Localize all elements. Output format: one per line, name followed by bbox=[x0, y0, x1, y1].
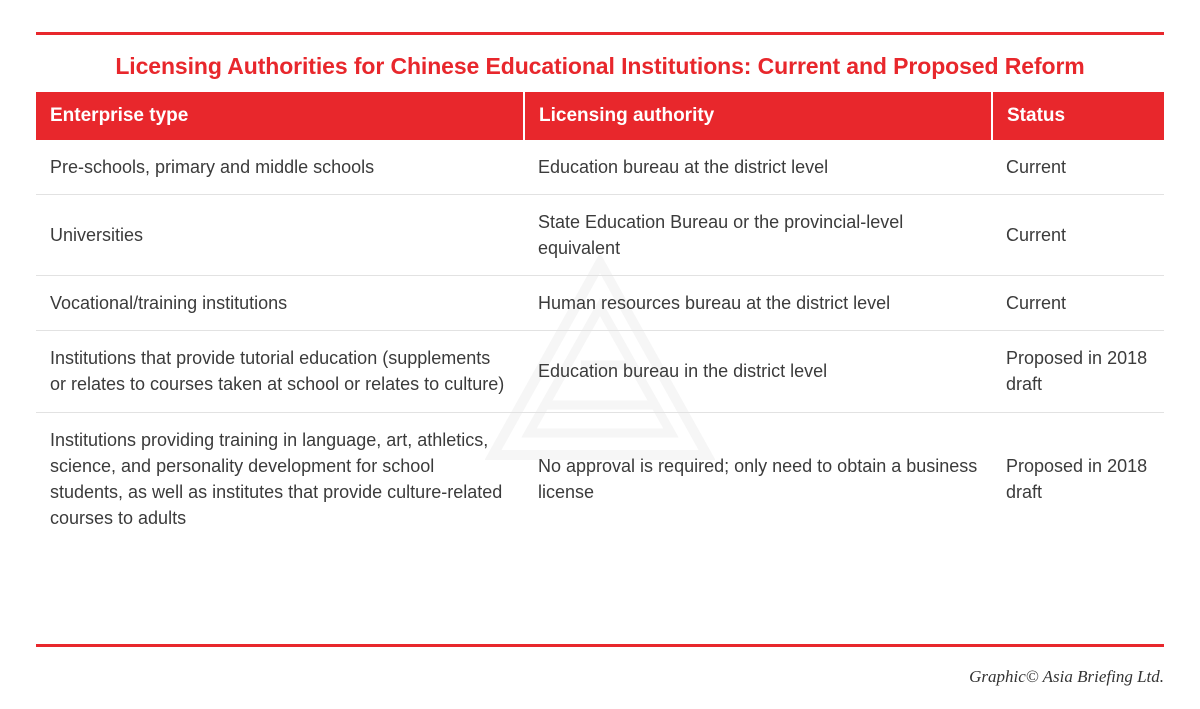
cell-licensing-authority: Education bureau at the district level bbox=[524, 140, 992, 195]
page-title: Licensing Authorities for Chinese Educational Institutions: Current and Proposed Reform bbox=[115, 53, 1085, 79]
cell-licensing-authority: Education bureau in the district level bbox=[524, 331, 992, 412]
top-accent-rule bbox=[36, 32, 1164, 35]
cell-enterprise-type: Pre-schools, primary and middle schools bbox=[36, 140, 524, 195]
column-header-enterprise-type: Enterprise type bbox=[36, 92, 524, 140]
column-header-status: Status bbox=[992, 92, 1164, 140]
cell-status: Current bbox=[992, 276, 1164, 331]
table-row bbox=[36, 412, 1164, 545]
table-row bbox=[36, 331, 1164, 412]
cell-status: Proposed in 2018 draft bbox=[1006, 455, 1148, 502]
column-header-licensing-authority: Licensing authority bbox=[524, 92, 992, 140]
table-body bbox=[36, 140, 1164, 545]
cell-licensing-authority: State Education Bureau or the provincial-level equivalent bbox=[524, 195, 992, 276]
table-row bbox=[36, 140, 1164, 195]
cell-enterprise-type: Universities bbox=[36, 195, 524, 276]
table-header-row bbox=[36, 92, 1164, 140]
licensing-authority-table bbox=[36, 92, 1164, 545]
table-header bbox=[36, 92, 1164, 140]
graphic-credit: Graphic© Asia Briefing Ltd. bbox=[969, 667, 1164, 686]
cell-licensing-authority: No approval is required; only need to obtain a business license bbox=[538, 455, 978, 502]
cell-status: Proposed in 2018 draft bbox=[992, 331, 1164, 412]
table-row bbox=[36, 276, 1164, 331]
cell-enterprise-type: Vocational/training institutions bbox=[36, 276, 524, 331]
table-row bbox=[36, 195, 1164, 276]
cell-licensing-authority: Human resources bureau at the district level bbox=[524, 276, 992, 331]
cell-enterprise-type: Institutions providing training in language, art, athletics, science, and personality development for school students, as well as institutes that provide culture-related courses to adults bbox=[50, 429, 503, 528]
cell-status: Current bbox=[992, 195, 1164, 276]
cell-status: Current bbox=[992, 140, 1164, 195]
cell-enterprise-type: Institutions that provide tutorial education (supplements or relates to courses taken at school or relates to culture) bbox=[36, 331, 524, 412]
bottom-accent-rule bbox=[36, 644, 1164, 647]
